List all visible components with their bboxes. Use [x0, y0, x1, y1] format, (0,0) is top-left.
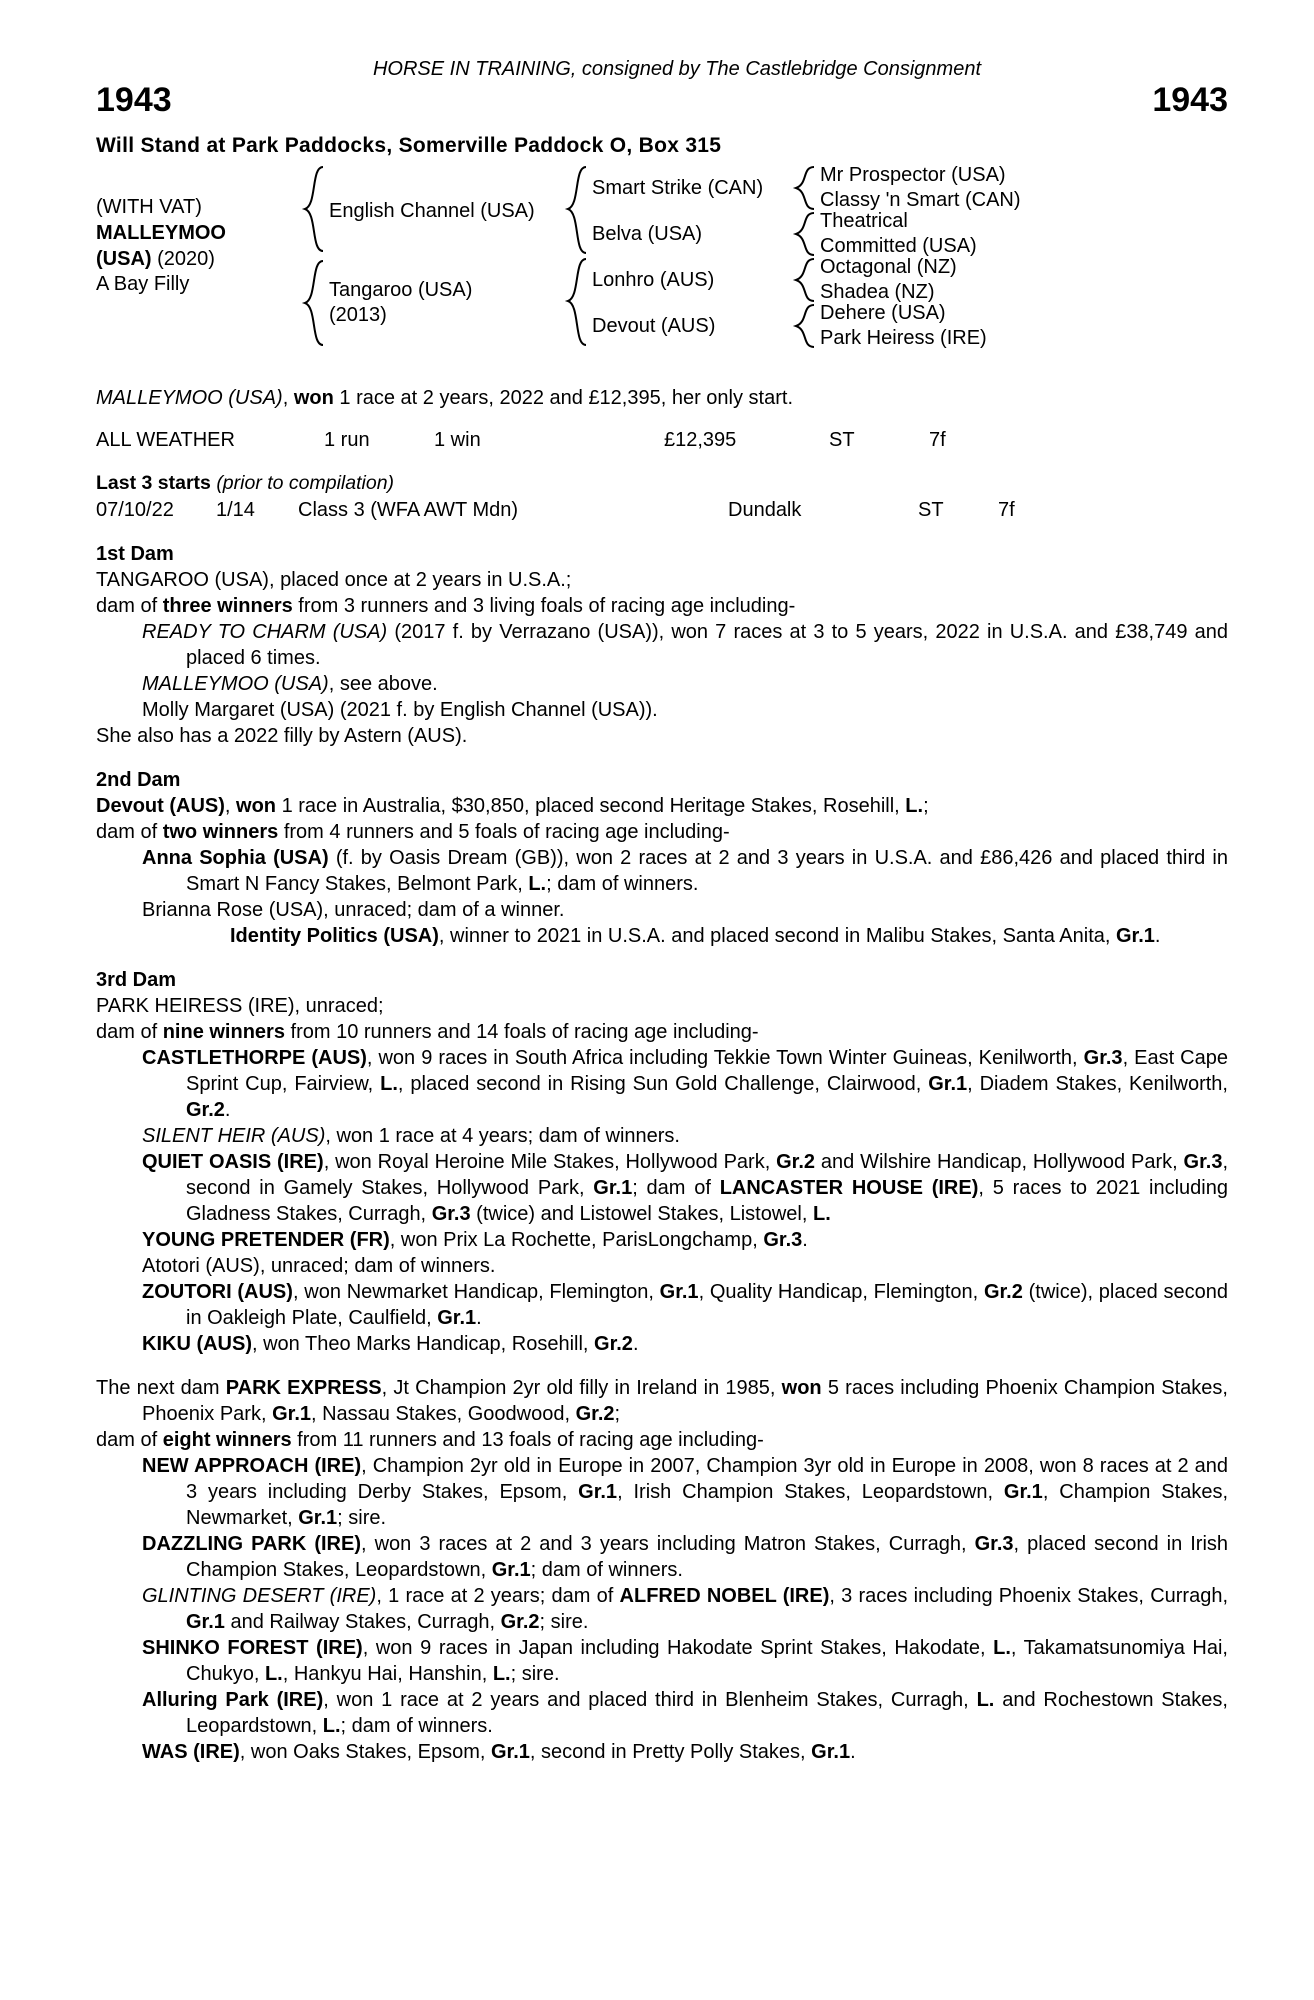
second-dam-heading: 2nd Dam: [96, 768, 181, 791]
dam-year: (2013): [329, 304, 387, 327]
g4-item: Mr Prospector (USA): [820, 163, 1006, 186]
last-starts-block: [96, 471, 1228, 522]
second-dam-line1: Devout (AUS), won 1 race in Australia, $30,850, placed second Heritage Stakes, Rosehill, L.;: [96, 794, 929, 817]
progeny-entry: YOUNG PRETENDER (FR), won Prix La Rochette, ParisLongchamp, Gr.3.: [142, 1228, 808, 1251]
progeny-entry: CASTLETHORPE (AUS), won 9 races in South Africa including Tekkie Town Winter Guineas, Kenilworth, Gr.3, East Cape Sprint Cup, Fairview, L., placed second in Rising Sun Gold Challenge, Clairwood, Gr.1, Diadem Stakes, Kenilworth, Gr.2.: [142, 1046, 1228, 1121]
start-race: Class 3 (WFA AWT Mdn): [298, 498, 519, 521]
progeny-entry: Alluring Park (IRE), won 1 race at 2 years and placed third in Blenheim Stakes, Curragh, L. and Rochestown Stakes, Leopardstown, L.; dam of winners.: [142, 1688, 1228, 1737]
progeny-name: YOUNG PRETENDER (FR): [142, 1228, 390, 1251]
record-distance: 7f: [929, 429, 946, 452]
start-date: 07/10/22: [96, 498, 174, 521]
g4-item: Park Heiress (IRE): [820, 327, 987, 350]
record-surface: ALL WEATHER: [96, 429, 235, 452]
lot-number-right: 1943: [1152, 81, 1228, 119]
sire-name: English Channel (USA): [329, 199, 535, 222]
g4-item: Classy 'n Smart (CAN): [820, 189, 1021, 212]
first-dam-section: [96, 541, 1228, 749]
brace-sire-split: [564, 165, 592, 257]
progeny-name: DAZZLING PARK (IRE): [142, 1532, 362, 1555]
progeny-entry: NEW APPROACH (IRE), Champion 2yr old in Europe in 2007, Champion 3yr old in Europe in 2008, won 8 races at 2 and 3 years including Derby Stakes, Epsom, Gr.1, Irish Champion Stakes, Leopardstown, Gr.1, Champion Stakes, Newmarket, Gr.1; sire.: [142, 1454, 1228, 1529]
second-dam-grandprogeny: Identity Politics (USA), winner to 2021 in U.S.A. and placed second in Malibu Stakes, Santa Anita, Gr.1.: [230, 924, 1161, 947]
progeny-entry: KIKU (AUS), won Theo Marks Handicap, Rosehill, Gr.2.: [142, 1332, 639, 1355]
last-start-row: [96, 497, 1228, 523]
start-type: ST: [918, 498, 944, 521]
subject-vat: (WITH VAT): [96, 196, 202, 219]
start-position: 1/14: [216, 498, 255, 521]
brace-generation-1: [301, 165, 329, 349]
dams-dam: Devout (AUS): [592, 314, 716, 337]
subject-description: A Bay Filly: [96, 273, 190, 296]
g4-item: Octagonal (NZ): [820, 255, 957, 278]
g4-item: Shadea (NZ): [820, 281, 935, 304]
stand-location: Will Stand at Park Paddocks, Somerville Paddock O, Box 315: [96, 134, 722, 158]
progeny-entry: SILENT HEIR (AUS), won 1 race at 4 years; dam of winners.: [142, 1124, 680, 1147]
dam-name: [329, 257, 564, 349]
progeny-entry: DAZZLING PARK (IRE), won 3 races at 2 and 3 years including Matron Stakes, Curragh, Gr.3, placed second in Irish Champion Stakes, Leopardstown, Gr.1; dam of winners.: [142, 1532, 1229, 1581]
dam-name-text: Tangaroo (USA): [329, 278, 473, 301]
start-distance: 7f: [998, 498, 1015, 521]
record-type: ST: [829, 429, 855, 452]
third-dam-heading: 3rd Dam: [96, 968, 177, 991]
lot-number-left: 1943: [96, 81, 172, 119]
brace-dam-split: [564, 257, 592, 349]
progeny-name: KIKU (AUS): [142, 1332, 252, 1355]
first-dam-progeny: Molly Margaret (USA) (2021 f. by English Channel (USA)).: [142, 698, 658, 721]
g4-item: Committed (USA): [820, 235, 977, 258]
third-dam-section: [96, 967, 1228, 1357]
progeny-entry: QUIET OASIS (IRE), won Royal Heroine Mile Stakes, Hollywood Park, Gr.2 and Wilshire Handicap, Hollywood Park, Gr.3, second in Gamely Stakes, Hollywood Park, Gr.1; dam of LANCASTER HOUSE (IRE), 5 races to 2021 including Gladness Stakes, Curragh, Gr.3 (twice) and Listowel Stakes, Listowel, L.: [142, 1150, 1229, 1225]
record-wins: 1 win: [434, 429, 481, 452]
lot-number-row: [96, 78, 1228, 122]
brace-g3-4: [792, 303, 820, 349]
subject-name: MALLEYMOO: [96, 222, 226, 245]
summary-name: MALLEYMOO (USA): [96, 387, 283, 410]
progeny-name: CASTLETHORPE (AUS): [142, 1046, 367, 1069]
progeny-entry: ZOUTORI (AUS), won Newmarket Handicap, Flemington, Gr.1, Quality Handicap, Flemington, Gr.2 (twice), placed second in Oakleigh Plate, Caulfield, Gr.1.: [142, 1280, 1228, 1329]
progeny-entry: GLINTING DESERT (IRE), 1 race at 2 years; dam of ALFRED NOBEL (IRE), 3 races including Phoenix Stakes, Curragh, Gr.1 and Railway Stakes, Curragh, Gr.2; sire.: [142, 1584, 1229, 1633]
next-dam-progeny-list: [96, 1453, 1228, 1765]
next-dam-intro: The next dam PARK EXPRESS, Jt Champion 2yr old filly in Ireland in 1985, won 5 races including Phoenix Champion Stakes, Phoenix Park, Gr.1, Nassau Stakes, Goodwood, Gr.2;: [96, 1376, 1228, 1425]
first-dam-heading: 1st Dam: [96, 542, 174, 565]
progeny-name: SILENT HEIR (AUS): [142, 1124, 326, 1147]
first-dam-line1: TANGAROO (USA), placed once at 2 years in U.S.A.;: [96, 568, 572, 591]
subject-origin-year: (USA) (2020): [96, 247, 215, 270]
progeny-name: NEW APPROACH (IRE): [142, 1454, 362, 1477]
progeny-name: QUIET OASIS (IRE): [142, 1150, 324, 1173]
record-runs: 1 run: [324, 429, 370, 452]
progeny-entry: SHINKO FOREST (IRE), won 9 races in Japan including Hakodate Sprint Stakes, Hakodate, L., Takamatsunomiya Hai, Chukyo, L., Hankyu Hai, Hanshin, L.; sire.: [142, 1636, 1228, 1685]
progeny-name: GLINTING DESERT (IRE): [142, 1584, 377, 1607]
next-dam-section: [96, 1375, 1228, 1765]
brace-g3-2: [792, 211, 820, 257]
third-dam-progeny-list: [96, 1045, 1228, 1357]
first-dam-line2: dam of three winners from 3 runners and 3 living foals of racing age including-: [96, 594, 796, 617]
subject-block: [96, 165, 301, 349]
progeny-name: WAS (IRE): [142, 1740, 240, 1763]
third-dam-line1: PARK HEIRESS (IRE), unraced;: [96, 994, 384, 1017]
second-dam-progeny: Anna Sophia (USA) (f. by Oasis Dream (GB)), won 2 races at 2 and 3 years in U.S.A. and £86,426 and placed third in Smart N Fancy Stakes, Belmont Park, L.; dam of winners.: [142, 846, 1228, 895]
record-prize: £12,395: [664, 429, 737, 452]
g4-item: Dehere (USA): [820, 301, 946, 324]
pedigree-table: [96, 165, 1228, 349]
second-dam-progeny: Brianna Rose (USA), unraced; dam of a winner.: [142, 898, 565, 921]
progeny-name: SHINKO FOREST (IRE): [142, 1636, 363, 1659]
subject-summary: MALLEYMOO (USA), won 1 race at 2 years, 2022 and £12,395, her only start.: [96, 387, 794, 410]
first-dam-progeny: READY TO CHARM (USA) (2017 f. by Verrazano (USA)), won 7 races at 3 to 5 years, 2022 in U.S.A. and £38,749 and placed 6 times.: [142, 620, 1229, 669]
progeny-name: Atotori (AUS): [142, 1254, 260, 1277]
great-grandparents-4: [820, 303, 1070, 349]
great-grandparents-3: [820, 257, 1070, 303]
summary-rest: 1 race at 2 years, 2022 and £12,395, her only start.: [333, 387, 794, 410]
brace-g3-3: [792, 257, 820, 303]
next-dam-line2: dam of eight winners from 11 runners and 13 foals of racing age including-: [96, 1428, 764, 1451]
sires-sire: Smart Strike (CAN): [592, 176, 764, 199]
progeny-name: Alluring Park (IRE): [142, 1688, 324, 1711]
dams-sire: Lonhro (AUS): [592, 268, 715, 291]
g4-item: Theatrical: [820, 209, 908, 232]
first-dam-progeny: MALLEYMOO (USA), see above.: [142, 672, 438, 695]
progeny-entry: WAS (IRE), won Oaks Stakes, Epsom, Gr.1, second in Pretty Polly Stakes, Gr.1.: [142, 1740, 856, 1763]
progeny-entry: Atotori (AUS), unraced; dam of winners.: [142, 1254, 496, 1277]
great-grandparents-2: [820, 211, 1070, 257]
start-course: Dundalk: [728, 498, 802, 521]
last-starts-heading: Last 3 starts (prior to compilation): [96, 472, 395, 495]
third-dam-line2: dam of nine winners from 10 runners and 14 foals of racing age including-: [96, 1020, 759, 1043]
first-dam-note: She also has a 2022 filly by Astern (AUS).: [96, 724, 468, 747]
page-header-title: HORSE IN TRAINING, consigned by The Castlebridge Consignment: [372, 58, 982, 80]
sires-dam: Belva (USA): [592, 222, 703, 245]
second-dam-line2: dam of two winners from 4 runners and 5 foals of racing age including-: [96, 820, 730, 843]
race-record-row: [96, 427, 1228, 453]
progeny-name: ZOUTORI (AUS): [142, 1280, 293, 1303]
brace-g3-1: [792, 165, 820, 211]
great-grandparents-1: [820, 165, 1070, 211]
summary-won: won: [293, 387, 334, 410]
second-dam-section: [96, 767, 1228, 949]
